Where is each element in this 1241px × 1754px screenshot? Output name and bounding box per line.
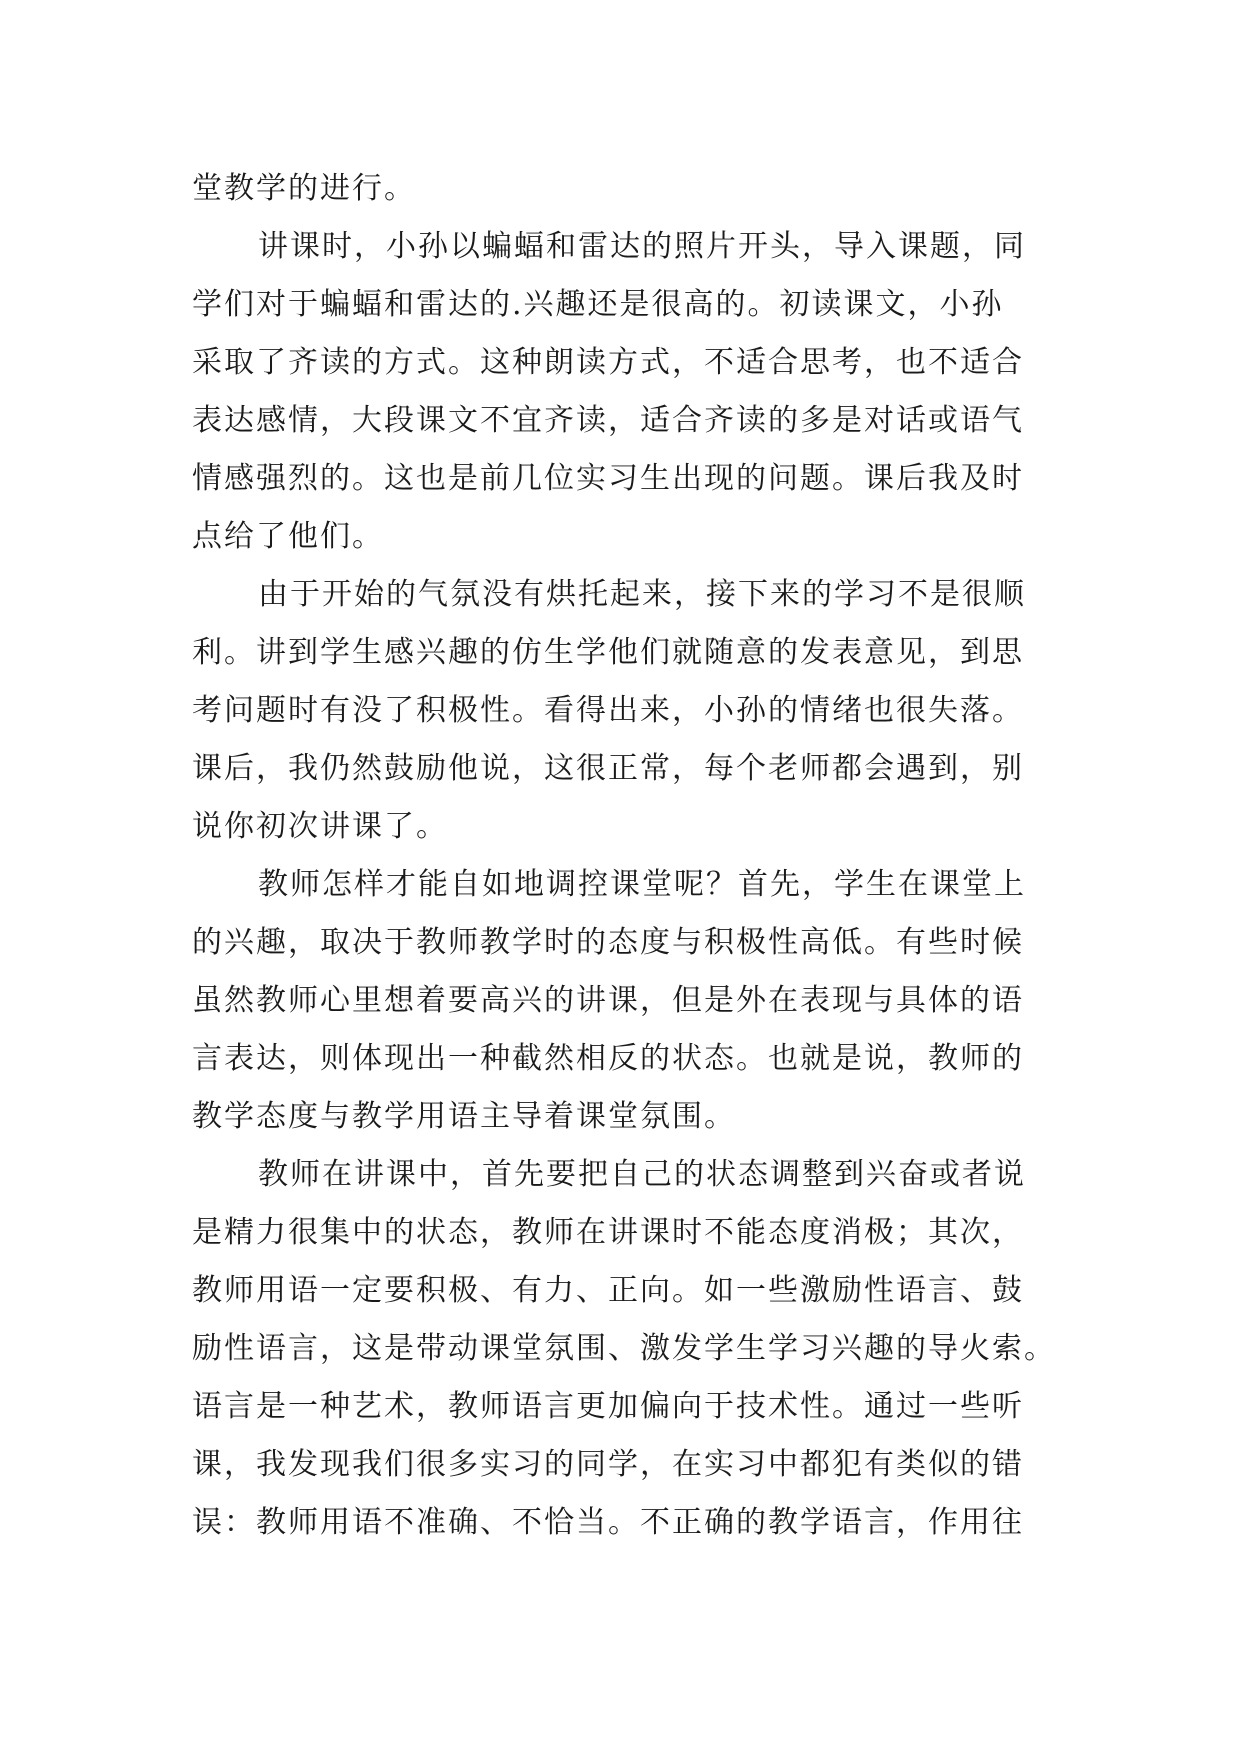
text-line: 说你初次讲课了。 bbox=[192, 809, 448, 844]
text-line: 利。讲到学生感兴趣的仿生学他们就随意的发表意见，到思 bbox=[192, 635, 1024, 670]
body-text bbox=[192, 160, 1072, 1552]
text-line: 语言是一种艺术，教师语言更加偏向于技术性。通过一些听 bbox=[192, 1389, 1024, 1424]
text-line: 虽然教师心里想着要高兴的讲课，但是外在表现与具体的语 bbox=[192, 983, 1024, 1018]
text-line: 情感强烈的。这也是前几位实习生出现的问题。课后我及时 bbox=[192, 461, 1024, 496]
text-line: 堂教学的进行。 bbox=[192, 171, 416, 206]
text-line: 考问题时有没了积极性。看得出来，小孙的情绪也很失落。 bbox=[192, 693, 1024, 728]
text-line: 误：教师用语不准确、不恰当。不正确的教学语言，作用往 bbox=[192, 1505, 1024, 1540]
text-line: 课，我发现我们很多实习的同学，在实习中都犯有类似的错 bbox=[192, 1447, 1024, 1482]
text-line: 采取了齐读的方式。这种朗读方式，不适合思考，也不适合 bbox=[192, 345, 1024, 380]
text-line: 讲课时，小孙以蝙蝠和雷达的照片开头，导入课题，同 bbox=[258, 229, 1026, 264]
text-line: 教学态度与教学用语主导着课堂氛围。 bbox=[192, 1099, 736, 1134]
text-line: 教师在讲课中，首先要把自己的状态调整到兴奋或者说 bbox=[258, 1157, 1026, 1192]
text-line: 是精力很集中的状态，教师在讲课时不能态度消极；其次， bbox=[192, 1215, 1024, 1250]
text-line: 点给了他们。 bbox=[192, 519, 384, 554]
text-line: 课后，我仍然鼓励他说，这很正常，每个老师都会遇到，别 bbox=[192, 751, 1024, 786]
text-line: 教师怎样才能自如地调控课堂呢？首先，学生在课堂上 bbox=[258, 867, 1026, 902]
text-line: 言表达，则体现出一种截然相反的状态。也就是说，教师的 bbox=[192, 1041, 1024, 1076]
text-line: 教师用语一定要积极、有力、正向。如一些激励性语言、鼓 bbox=[192, 1273, 1024, 1308]
text-line: 表达感情，大段课文不宜齐读，适合齐读的多是对话或语气 bbox=[192, 403, 1024, 438]
text-line: 的兴趣，取决于教师教学时的态度与积极性高低。有些时候 bbox=[192, 925, 1024, 960]
text-line: 学们对于蝙蝠和雷达的.兴趣还是很高的。初读课文，小孙 bbox=[192, 287, 1004, 322]
text-line: 励性语言，这是带动课堂氛围、激发学生学习兴趣的导火索。 bbox=[192, 1331, 1056, 1366]
text-line: 由于开始的气氛没有烘托起来，接下来的学习不是很顺 bbox=[258, 577, 1026, 612]
